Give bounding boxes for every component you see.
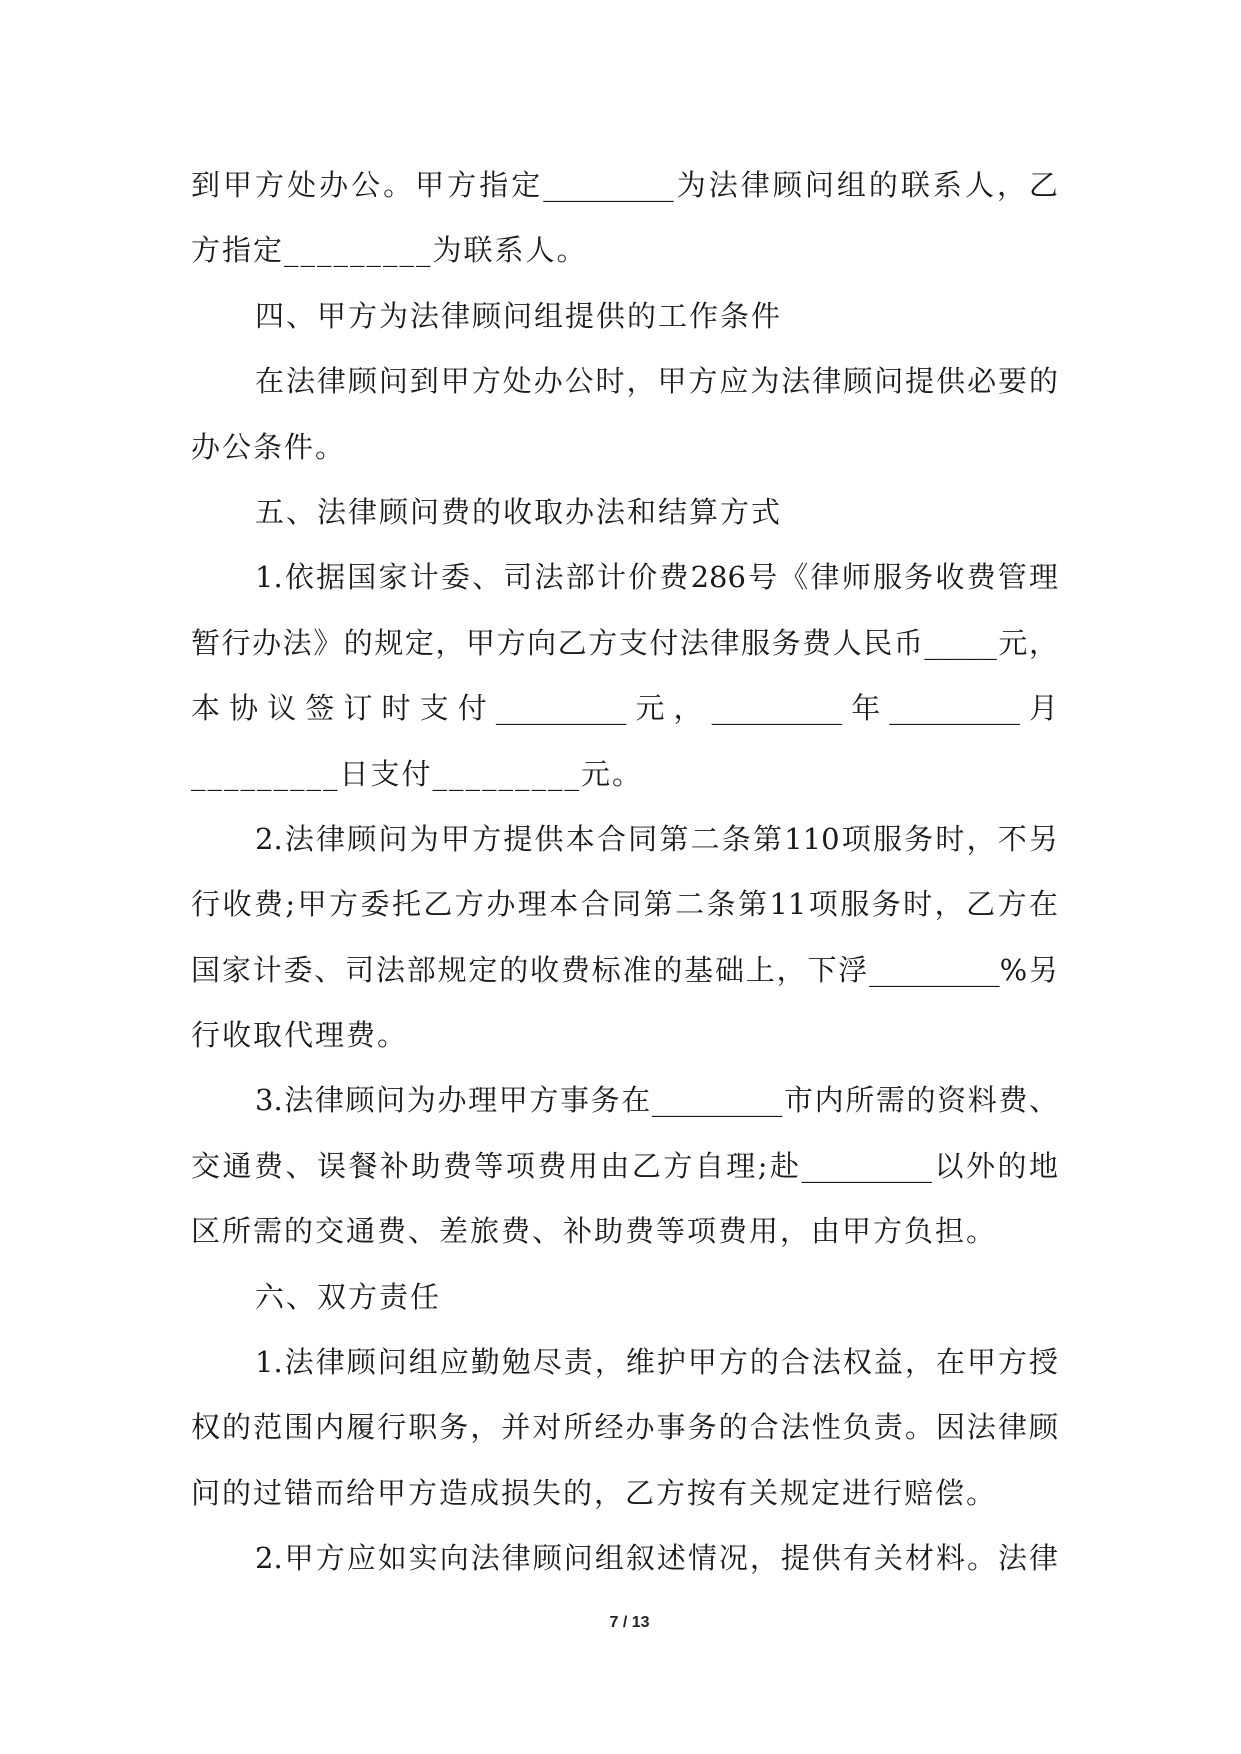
section-heading: 五、法律顾问费的收取办法和结算方式	[255, 494, 783, 529]
page-number: 7 / 13	[609, 1614, 650, 1631]
paragraph-line: 区所需的交通费、差旅费、补助费等项费用，由甲方负担。	[191, 1214, 998, 1249]
paragraph-line: 2.法律顾问为甲方提供本合同第二条第110项服务时，不另	[255, 821, 1058, 856]
paragraph-line: 问的过错而给甲方造成损失的，乙方按有关规定进行赔偿。	[191, 1475, 998, 1510]
paragraph-line: 在法律顾问到甲方处办公时，甲方应为法律顾问提供必要的	[255, 364, 1058, 399]
paragraph-line: 3.法律顾问为办理甲方事务在_________市内所需的资料费、	[255, 1083, 1058, 1118]
paragraph-line: 1.法律顾问组应勤勉尽责，维护甲方的合法权益，在甲方授	[255, 1345, 1058, 1380]
paragraph-line: 到甲方处办公。甲方指定_________为法律顾问组的联系人，乙	[191, 168, 1058, 202]
paragraph-line: 权的范围内履行职务，并对所经办事务的合法性负责。因法律顾	[191, 1410, 1058, 1445]
paragraph-line: 本协议签订时支付_________元，_________年_________月	[191, 691, 1058, 726]
section-heading: 六、双方责任	[255, 1279, 442, 1314]
paragraph-line: 2.甲方应如实向法律顾问组叙述情况，提供有关材料。法律	[255, 1541, 1058, 1576]
paragraph-line: 暂行办法》的规定，甲方向乙方支付法律服务费人民币_____元，	[191, 625, 1058, 660]
section-heading: 四、甲方为法律顾问组提供的工作条件	[255, 298, 783, 333]
document-body	[191, 153, 1058, 1592]
paragraph-line: 行收取代理费。	[191, 1018, 409, 1053]
paragraph-line: 行收费;甲方委托乙方办理本合同第二条第11项服务时，乙方在	[191, 887, 1058, 922]
paragraph-line: 方指定_________为联系人。	[191, 233, 588, 268]
paragraph-line: 交通费、误餐补助费等项费用由乙方自理;赴_________以外的地	[191, 1148, 1058, 1183]
paragraph-line: 办公条件。	[191, 429, 347, 464]
paragraph-line: 1.依据国家计委、司法部计价费286号《律师服务收费管理	[255, 560, 1058, 595]
paragraph-line: 国家计委、司法部规定的收费标准的基础上，下浮_________%另	[191, 952, 1058, 987]
paragraph-line: _________日支付_________元。	[191, 756, 644, 791]
